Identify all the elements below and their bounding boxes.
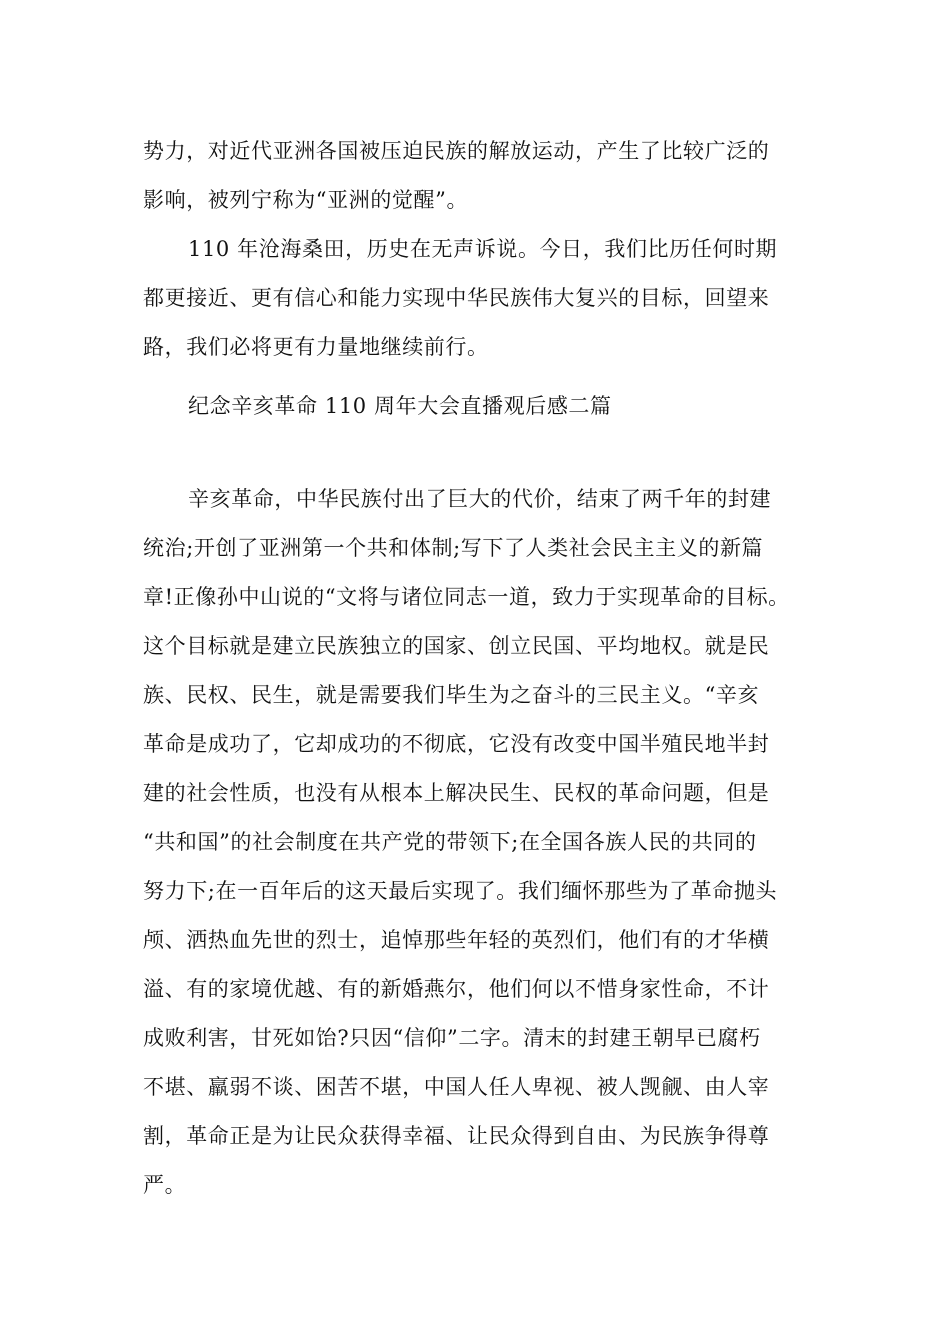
paragraph-1 [143, 127, 809, 225]
text-line: 不堪、羸弱不谈、困苦不堪，中国人任人卑视、被人觊觎、由人宰 [143, 1075, 770, 1099]
text-line: 成败利害，甘死如饴?只因“信仰”二字。清末的封建王朝早已腐朽 [143, 1026, 761, 1050]
text-line: 都更接近、更有信心和能力实现中华民族伟大复兴的目标，回望来 [143, 286, 770, 310]
text-line: 影响，被列宁称为“亚洲的觉醒”。 [143, 188, 469, 212]
text-line: “共和国”的社会制度在共产党的带领下;在全国各族人民的共同的 [143, 830, 757, 854]
text-line: 110 年沧海桑田，历史在无声诉说。今日，我们比历任何时期 [188, 237, 778, 261]
text-line: 统治;开创了亚洲第一个共和体制;写下了人类社会民主主义的新篇 [143, 536, 764, 560]
text-line: 族、民权、民生，就是需要我们毕生为之奋斗的三民主义。“辛亥 [143, 683, 760, 707]
text-line: 路，我们必将更有力量地继续前行。 [143, 335, 489, 359]
text-line: 割，革命正是为让民众获得幸福、让民众得到自由、为民族争得尊 [143, 1124, 770, 1148]
text-line: 溢、有的家境优越、有的新婚燕尔，他们何以不惜身家性命，不计 [143, 977, 770, 1001]
text-line: 严。 [143, 1173, 187, 1197]
text-line: 这个目标就是建立民族独立的国家、创立民国、平均地权。就是民 [143, 634, 770, 658]
text-line: 建的社会性质，也没有从根本上解决民生、民权的革命问题，但是 [143, 781, 770, 805]
text-line: 势力，对近代亚洲各国被压迫民族的解放运动，产生了比较广泛的 [143, 139, 770, 163]
section-title: 纪念辛亥革命 110 周年大会直播观后感二篇 [188, 394, 612, 418]
text-line: 革命是成功了，它却成功的不彻底，它没有改变中国半殖民地半封 [143, 732, 770, 756]
paragraph-3 [143, 475, 809, 1210]
text-line: 努力下;在一百年后的这天最后实现了。我们缅怀那些为了革命抛头 [143, 879, 778, 903]
text-line: 章!正像孙中山说的“文将与诸位同志一道，致力于实现革命的目标。 [143, 585, 790, 609]
text-line: 颅、洒热血先世的烈士，追悼那些年轻的英烈们，他们有的才华横 [143, 928, 770, 952]
paragraph-2 [143, 225, 809, 372]
text-line: 辛亥革命，中华民族付出了巨大的代价，结束了两千年的封建 [188, 487, 772, 511]
